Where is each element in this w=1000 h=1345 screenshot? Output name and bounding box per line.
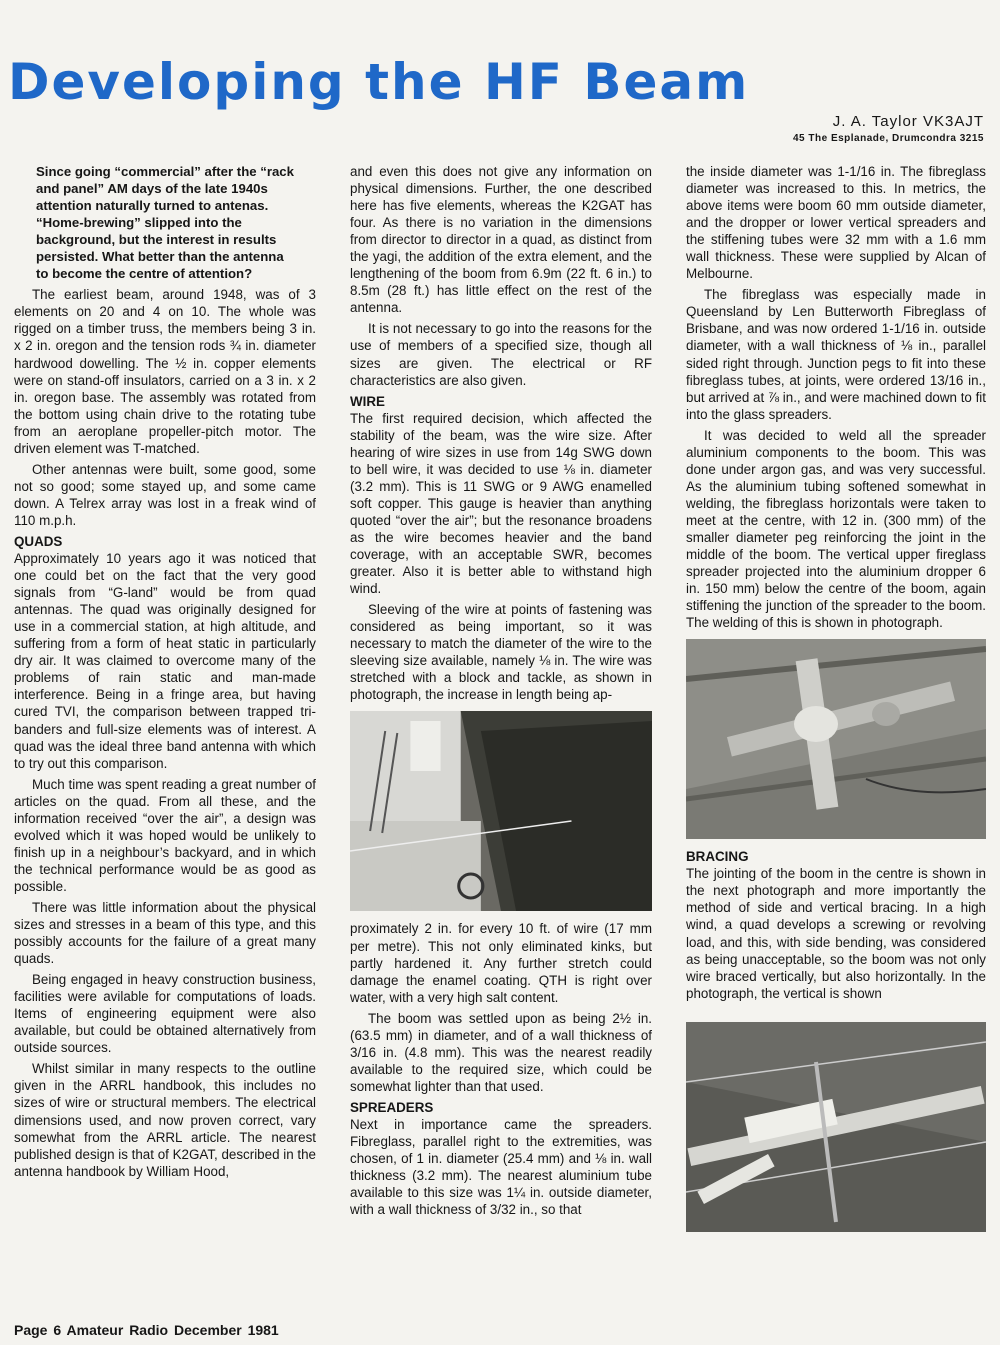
paragraph: The fibreglass was especially made in Queensland by Len Butterworth Fibreglass of Brisbane, and was now ordered 1-1/16 in. outside diameter, with a wall thickness of ⅛ in., parallel sided right through. Junction pegs to fit into these fibreglass tubes, at joints, were ordered 13/16 in., but arrived at ⅞ in., and were machined down to fit into the glass spreaders. xyxy=(686,287,986,422)
paragraph: proximately 2 in. for every 10 ft. of wire (17 mm per metre). This not only eliminated kinks, but partly hardened it. Any further stretch could damage the enamel coating. QTH is right over water, with a very high salt content. xyxy=(350,921,652,1005)
paragraph: It is not necessary to go into the reasons for the use of members of a specified size, though all sizes are given. The electrical or RF characteristics are also given. xyxy=(350,321,652,388)
photo-boom-bracing xyxy=(686,1022,986,1232)
column-3 xyxy=(686,163,986,1313)
standfirst: Since going “commercial” after the “rack and panel” AM days of the late 1940s attention naturally turned to antenas. “Home-brewing” slipped into the background, but the interest in results persisted. What better than the antenna to become the centre of attention? xyxy=(36,164,294,282)
article-title: Developing the HF Beam xyxy=(8,53,750,111)
photo-wire-stretching xyxy=(350,711,652,911)
section-heading-quads: QUADS xyxy=(14,533,63,549)
paragraph: The boom was settled upon as being 2½ in. (63.5 mm) in diameter, and of a wall thickness of 3/16 in. (4.8 mm). This was the nearest readily available to the required size, which could be somewhat lighter than that used. xyxy=(350,1010,652,1094)
column-1 xyxy=(14,163,316,1313)
paragraph: and even this does not give any information on physical dimensions. Further, the one described here has five elements, whereas the K2GAT has four. As there is no variation in the dimensions from director to director in a quad, as distinct from the yagi, the addition of the extra element, and the lengthening of the boom from 6.9m (22 ft. 6 in.) to 8.5m (28 ft.) has little effect on the rest of the antenna. xyxy=(350,164,652,316)
paragraph: It was decided to weld all the spreader aluminium components to the boom. This was done under argon gas, and was very successful. As the aluminium tubing softened somewhat in welding, the fibreglass horizontals were taken to meet at the centre, with 12 in. (300 mm) of the smaller diameter peg reinforcing the joint in the middle of the boom. The vertical upper fireglass spreader projected into the aluminium dropper 6 in. 150 mm) below the centre of the boom, again stiffening the junction of the spreader to the boom. The welding of this is shown in photograph. xyxy=(686,427,986,631)
author-address: 45 The Esplanade, Drumcondra 3215 xyxy=(792,133,984,144)
paragraph: Approximately 10 years ago it was noticed that one could bet on the fact that the very good signals from “G-land” would be from quad antennas. The quad was originally designed for use in a commercial station, at high altitude, and suffering from a form of heat static in particularly dry air. It was claimed to overcome many of the problems of rain static and man-made interference. Being in a fringe area, but having cured TVI, the comparison between trapped tri-banders and full-size elements was of interest. A quad was the ideal three band antenna with which to try out this comparison. xyxy=(14,551,316,771)
section-heading-bracing: BRACING xyxy=(686,849,749,865)
section-heading-spreaders: SPREADERS xyxy=(350,1099,434,1115)
paragraph: Much time was spent reading a great number of articles on the quad. From all these, and the information received “over the air”, a design was evolved which it was hoped would be unlikely to finish up in a neighbour’s backyard, and in which the technical performance would be as good as possible. xyxy=(14,776,316,894)
paragraph: Sleeving of the wire at points of fastening was considered as being important, so it was necessary to match the diameter of the wire to the sleeving size available, namely ⅛ in. The wire was stretched with a block and tackle, as shown in photograph, the increase in length being ap- xyxy=(350,602,652,703)
paragraph: There was little information about the physical sizes and stresses in a beam of this type, and this possibly accounts for the failure of a great many quads. xyxy=(14,899,316,967)
photo-spreader-welding xyxy=(686,639,986,839)
paragraph: Whilst similar in many respects to the outline given in the ARRL handbook, this includes no sizes of wire or structural members. The electrical dimensions used, and now proven correct, vary somewhat from the ARRL article. The nearest published design is that of K2GAT, described in the antenna handbook by William Hood, xyxy=(14,1061,316,1179)
page-footer: Page 6 Amateur Radio December 1981 xyxy=(14,1322,279,1338)
paragraph: Other antennas were built, some good, some not so good; some stayed up, and some came down. A Telrex array was lost in a freak wind of 110 m.p.h. xyxy=(14,461,316,528)
paragraph: The earliest beam, around 1948, was of 3 elements on 20 and 4 on 10. The whole was rigged on a timber truss, the members being 3 in. x 2 in. oregon and the tension rods ¾ in. diameter hardwood dowelling. The ½ in. copper elements were on stand-off insulators, carried on a 3 in. x 2 in. oregon base. The assembly was rotated from the bottom using chain drive to the rotating tube from an aeroplane propeller-pitch motor. The driven element was T-matched. xyxy=(14,287,316,456)
paragraph: the inside diameter was 1-1/16 in. The fibreglass diameter was increased to this. In metrics, the above items were boom 60 mm outside diameter, and the dropper or lower vertical spreaders and the stiffening tubes were 32 mm with a 1.6 mm wall thickness. These were supplied by Alcan of Melbourne. xyxy=(686,164,986,282)
paragraph: Next in importance came the spreaders. Fibreglass, parallel right to the extremities, was chosen, of 1 in. diameter (25.4 mm) and ⅛ in. wall thickness (3.2 mm). The nearest aluminium tube available to this size was 1¼ in. outside diameter, with a wall thickness of 3/32 in., so that xyxy=(350,1116,652,1218)
paragraph: The first required decision, which affected the stability of the beam, was the wire size. After hearing of wire sizes in use from 14g SWG down to bell wire, it was decided to use ⅛ in. diameter (3.2 mm). This is 11 SWG or 9 AWG enamelled soft copper. This gauge is heavier than anything quoted “over the air”; but the resonance broadens as the wire becomes heavier and the band coverage, with an acceptable SWR, becomes greater. Also it is better able to withstand high wind. xyxy=(350,410,652,597)
paragraph: The jointing of the boom in the centre is shown in the next photograph and more importantly the method of side and vertical bracing. In a high wind, a quad develops a screwing or revolving load, and this, with side bending, was considered as being unacceptable, so the boom was not only wire braced vertically, but also horizontally. In the photograph, the vertical is shown xyxy=(686,866,986,1001)
section-heading-wire: WIRE xyxy=(350,393,385,409)
paragraph: Being engaged in heavy construction business, facilities were avilable for computations of loads. Items of engineering equipment were also available, but could be obtained alternatively from outside sources. xyxy=(14,972,316,1056)
author-name: J. A. Taylor VK3AJT xyxy=(832,113,984,130)
column-2 xyxy=(350,163,652,1313)
